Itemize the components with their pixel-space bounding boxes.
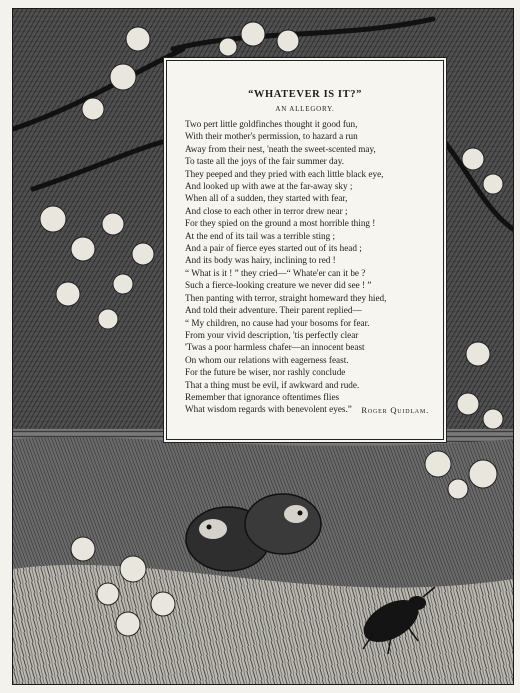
- poem-line: When all of a sudden, they started with fear,: [185, 193, 348, 204]
- poem-line: What wisdom regards with benevolent eyes.”: [185, 404, 352, 415]
- poem-line: 'Twas a poor harmless chafer—an innocent beast: [185, 342, 365, 353]
- poem-line: Away from their nest, 'neath the sweet-scented may,: [185, 143, 376, 154]
- poem-line: Remember that ignorance oftentimes flies: [185, 391, 340, 402]
- poem-line: Then panting with terror, straight homeward they hied,: [185, 292, 387, 303]
- poem-subtitle: AN ALLEGORY.: [275, 105, 335, 113]
- poem-line: On whom our relations with eagerness feast.: [185, 354, 349, 365]
- poem-line: To taste all the joys of the fair summer day.: [185, 156, 344, 167]
- poem-body: [185, 118, 435, 416]
- poem-line: And a pair of fierce eyes started out of its head ;: [185, 243, 362, 254]
- poem-line: Such a fierce-looking creature we never did see ! ”: [185, 280, 372, 291]
- poem-line: “ What is it ! ” they cried—“ Whate'er can it be ?: [185, 267, 366, 278]
- poem-line: With their mother's permission, to hazard a run: [185, 131, 358, 142]
- poem-line: “ My children, no cause had your bosoms for fear.: [185, 317, 370, 328]
- poem-line: And looked up with awe at the far-away sky ;: [185, 181, 353, 192]
- poem-author: Roger Quidlam.: [361, 405, 429, 415]
- poem-line: And its body was hairy, inclining to red !: [185, 255, 336, 266]
- poem-line: At the end of its tail was a terrible sting ;: [185, 230, 336, 241]
- poem-line: That a thing must be evil, if awkward and rude.: [185, 379, 360, 390]
- poem-line: For the future be wiser, nor rashly conclude: [185, 367, 346, 378]
- poem-line: They peeped and they pried with each little black eye,: [185, 168, 384, 179]
- poem-line: Two pert little goldfinches thought it good fun,: [185, 119, 358, 129]
- poem-title: “WHATEVER IS IT?”: [248, 89, 362, 100]
- poem-line: For they spied on the ground a most horrible thing !: [185, 218, 376, 229]
- poem-panel: [166, 60, 444, 440]
- poem-line: And told their adventure. Their parent replied—: [185, 305, 362, 316]
- poem-line: And close to each other in terror drew near ;: [185, 205, 348, 216]
- poem-line: From your vivid description, 'tis perfectly clear: [185, 329, 359, 340]
